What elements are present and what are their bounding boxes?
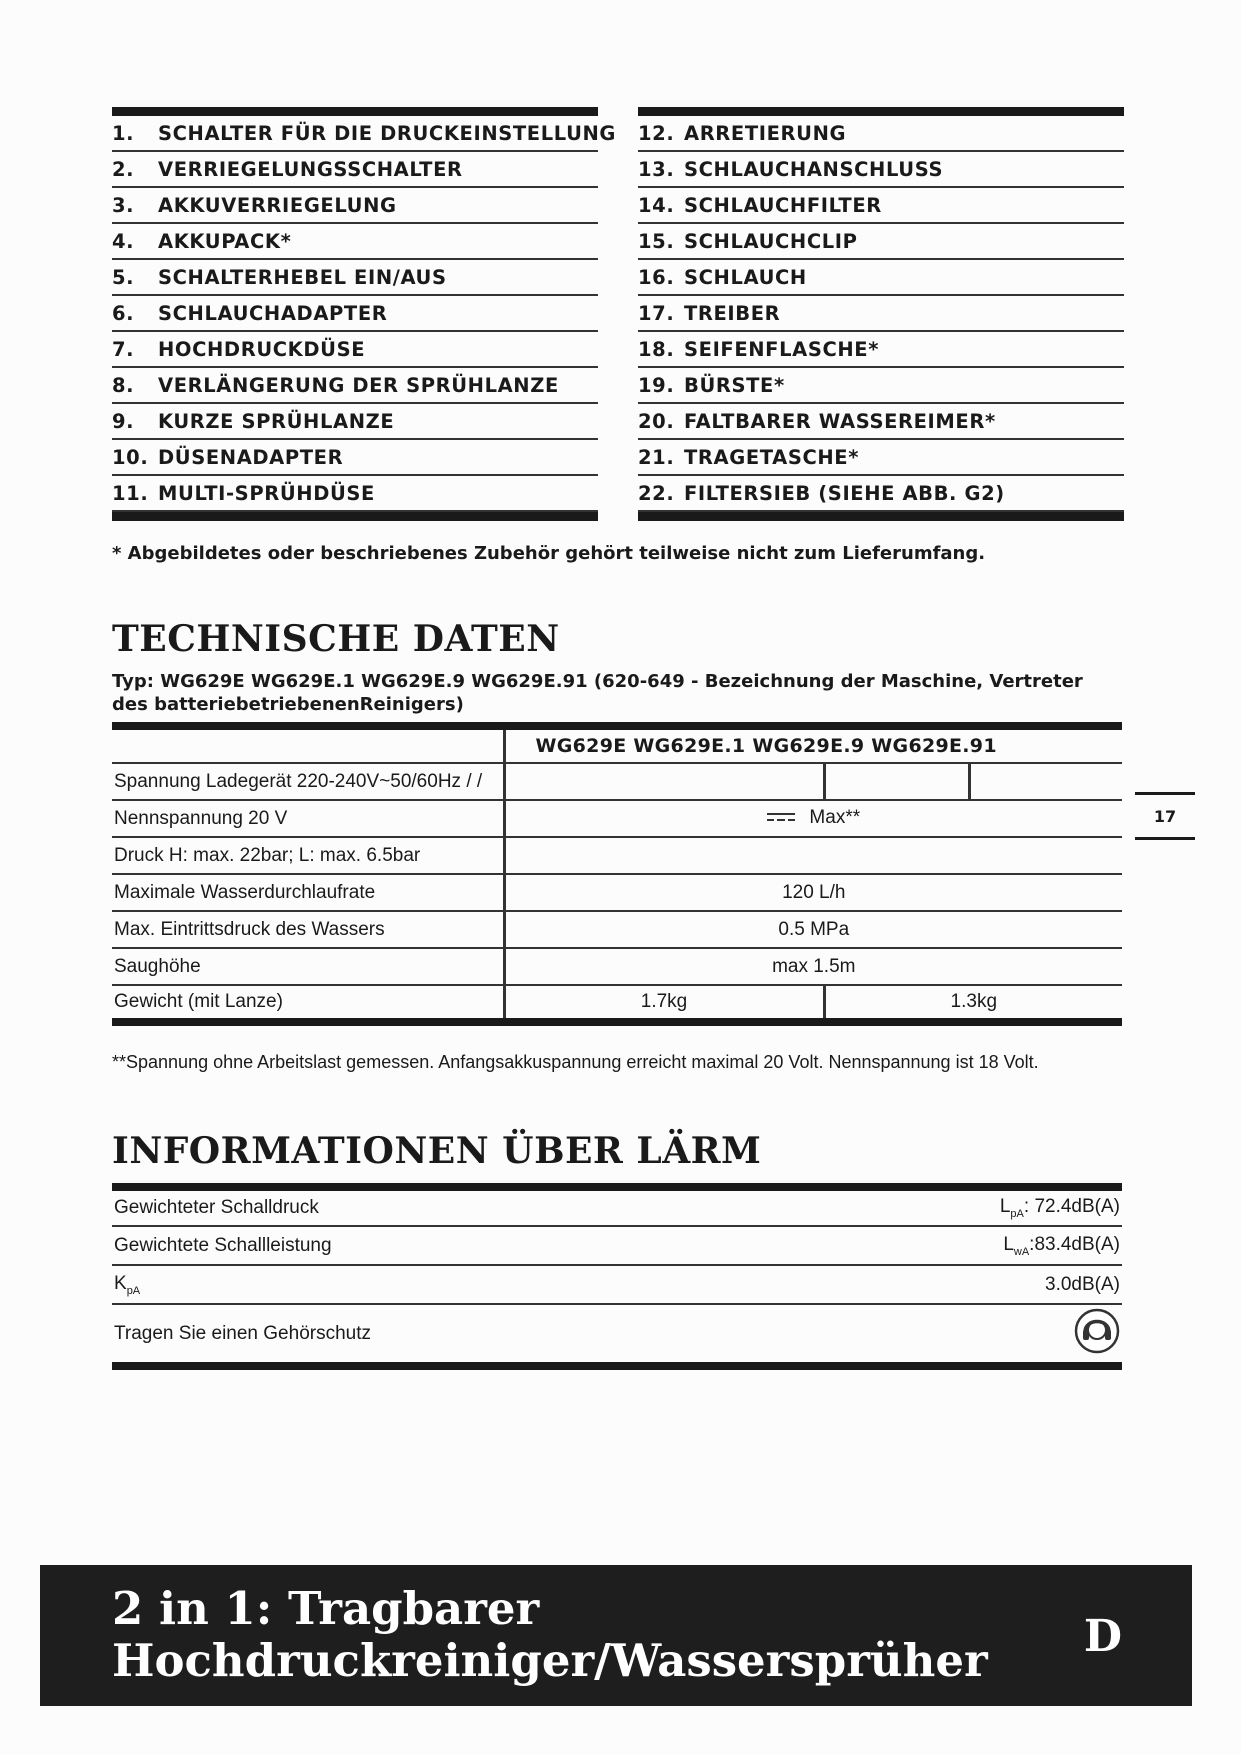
table-cell bbox=[504, 837, 1122, 874]
divider bbox=[638, 512, 1124, 521]
noise-title: INFORMATIONEN ÜBER LÄRM bbox=[112, 1130, 762, 1172]
part-item: 4. AKKUPACK* bbox=[112, 224, 598, 260]
sound-pressure-label: Gewichteter Schalldruck bbox=[112, 1187, 812, 1226]
part-item: 5. SCHALTERHEBEL EIN/AUS bbox=[112, 260, 598, 296]
table-cell bbox=[812, 1304, 1122, 1366]
part-item: 19. BÜRSTE* bbox=[638, 368, 1124, 404]
weight-label: Gewicht (mit Lanze) bbox=[112, 985, 504, 1022]
part-item: 21. TRAGETASCHE* bbox=[638, 440, 1124, 476]
part-item: 13. SCHLAUCHANSCHLUSS bbox=[638, 152, 1124, 188]
divider bbox=[638, 107, 1124, 116]
part-item: 18. SEIFENFLASCHE* bbox=[638, 332, 1124, 368]
divider bbox=[112, 107, 598, 116]
accessory-footnote: * Abgebildetes oder beschriebenes Zubehör gehört teilweise nicht zum Lieferumfang. bbox=[112, 543, 986, 564]
part-item: 20. FALTBARER WASSEREIMER* bbox=[638, 404, 1124, 440]
part-item: 3. AKKUVERRIEGELUNG bbox=[112, 188, 598, 224]
model-header: WG629E WG629E.1 WG629E.9 WG629E.91 bbox=[504, 726, 1122, 763]
sound-pressure-value: $L_{pA}$: 72.4dB(A) bbox=[812, 1187, 1122, 1226]
dc-symbol-icon bbox=[767, 807, 795, 829]
max-flow-value: 120 L/h bbox=[504, 874, 1122, 911]
part-item: 1. SCHALTER FÜR DIE DRUCKEINSTELLUNG bbox=[112, 116, 598, 152]
table-row bbox=[112, 1265, 1122, 1304]
table-row bbox=[112, 1187, 1122, 1226]
type-line: Typ: WG629E WG629E.1 WG629E.9 WG629E.91 (620-649 - Bezeichnung der Maschine, Vertreter des batteriebetriebenenReinigers) bbox=[112, 671, 1083, 715]
product-title: 2 in 1: Tragbarer Hochdruckreiniger/Wassersprüher bbox=[112, 1582, 988, 1687]
table-row bbox=[112, 1304, 1122, 1366]
suction-value: max 1.5m bbox=[504, 948, 1122, 985]
part-item: 8. VERLÄNGERUNG DER SPRÜHLANZE bbox=[112, 368, 598, 404]
max-inlet-label: Max. Eintrittsdruck des Wassers bbox=[112, 911, 504, 948]
tech-data-title: TECHNISCHE DATEN bbox=[112, 618, 560, 660]
table-cell bbox=[969, 763, 1122, 800]
sound-power-label: Gewichtete Schallleistung bbox=[112, 1226, 812, 1265]
table-row bbox=[112, 874, 1122, 911]
table-row bbox=[112, 800, 1122, 837]
table-row bbox=[112, 1226, 1122, 1265]
divider bbox=[112, 512, 598, 521]
part-item: 2. VERRIEGELUNGSSCHALTER bbox=[112, 152, 598, 188]
weight-value-2: 1.3kg bbox=[824, 985, 1122, 1022]
part-item: 11. MULTI-SPRÜHDÜSE bbox=[112, 476, 598, 512]
part-item: 17. TREIBER bbox=[638, 296, 1124, 332]
footer-banner bbox=[40, 1565, 1192, 1706]
language-code: D bbox=[1083, 1611, 1122, 1662]
table-row bbox=[112, 726, 1122, 763]
table-row bbox=[112, 985, 1122, 1022]
part-item: 14. SCHLAUCHFILTER bbox=[638, 188, 1124, 224]
table-row bbox=[112, 911, 1122, 948]
rated-voltage-value: Max** bbox=[504, 800, 1122, 837]
part-item: 9. KURZE SPRÜHLANZE bbox=[112, 404, 598, 440]
part-item: 22. FILTERSIEB (SIEHE ABB. G2) bbox=[638, 476, 1124, 512]
part-item: 12. ARRETIERUNG bbox=[638, 116, 1124, 152]
part-item: 6. SCHLAUCHADAPTER bbox=[112, 296, 598, 332]
parts-list-left bbox=[112, 107, 617, 521]
table-cell bbox=[112, 726, 504, 763]
table-row bbox=[112, 948, 1122, 985]
charger-voltage-label: Spannung Ladegerät 220-240V~50/60Hz / / bbox=[112, 763, 504, 800]
rated-voltage-label: Nennspannung 20 V bbox=[112, 800, 504, 837]
table-row bbox=[112, 763, 1122, 800]
k-value: 3.0dB(A) bbox=[812, 1265, 1122, 1304]
max-flow-label: Maximale Wasserdurchlaufrate bbox=[112, 874, 504, 911]
table-cell bbox=[824, 763, 969, 800]
pressure-label: Druck H: max. 22bar; L: max. 6.5bar bbox=[112, 837, 504, 874]
weight-value-1: 1.7kg bbox=[640, 991, 688, 1012]
part-item: 15. SCHLAUCHCLIP bbox=[638, 224, 1124, 260]
table-cell bbox=[504, 763, 824, 800]
sound-power-value: $L_{wA}:83.4dB(A)$ bbox=[812, 1226, 1122, 1265]
ear-protection-label: Tragen Sie einen Gehörschutz bbox=[114, 1322, 372, 1344]
voltage-footnote: **Spannung ohne Arbeitslast gemessen. Anfangsakkuspannung erreicht maximal 20 Volt. Nennspannung ist 18 Volt. bbox=[112, 1052, 1039, 1072]
parts-list-right bbox=[638, 107, 1124, 521]
ear-protection-icon bbox=[1074, 1308, 1120, 1360]
max-inlet-value: 0.5 MPa bbox=[504, 911, 1122, 948]
noise-table bbox=[112, 1183, 1122, 1370]
suction-label: Saughöhe bbox=[112, 948, 504, 985]
table-row bbox=[112, 837, 1122, 874]
part-item: 16. SCHLAUCH bbox=[638, 260, 1124, 296]
tech-data-table bbox=[112, 722, 1122, 1026]
part-item: 7. HOCHDRUCKDÜSE bbox=[112, 332, 598, 368]
k-label: $K_{pA}$ bbox=[112, 1265, 812, 1304]
part-item: 10. DÜSENADAPTER bbox=[112, 440, 598, 476]
page-number: 17 bbox=[1135, 792, 1195, 840]
